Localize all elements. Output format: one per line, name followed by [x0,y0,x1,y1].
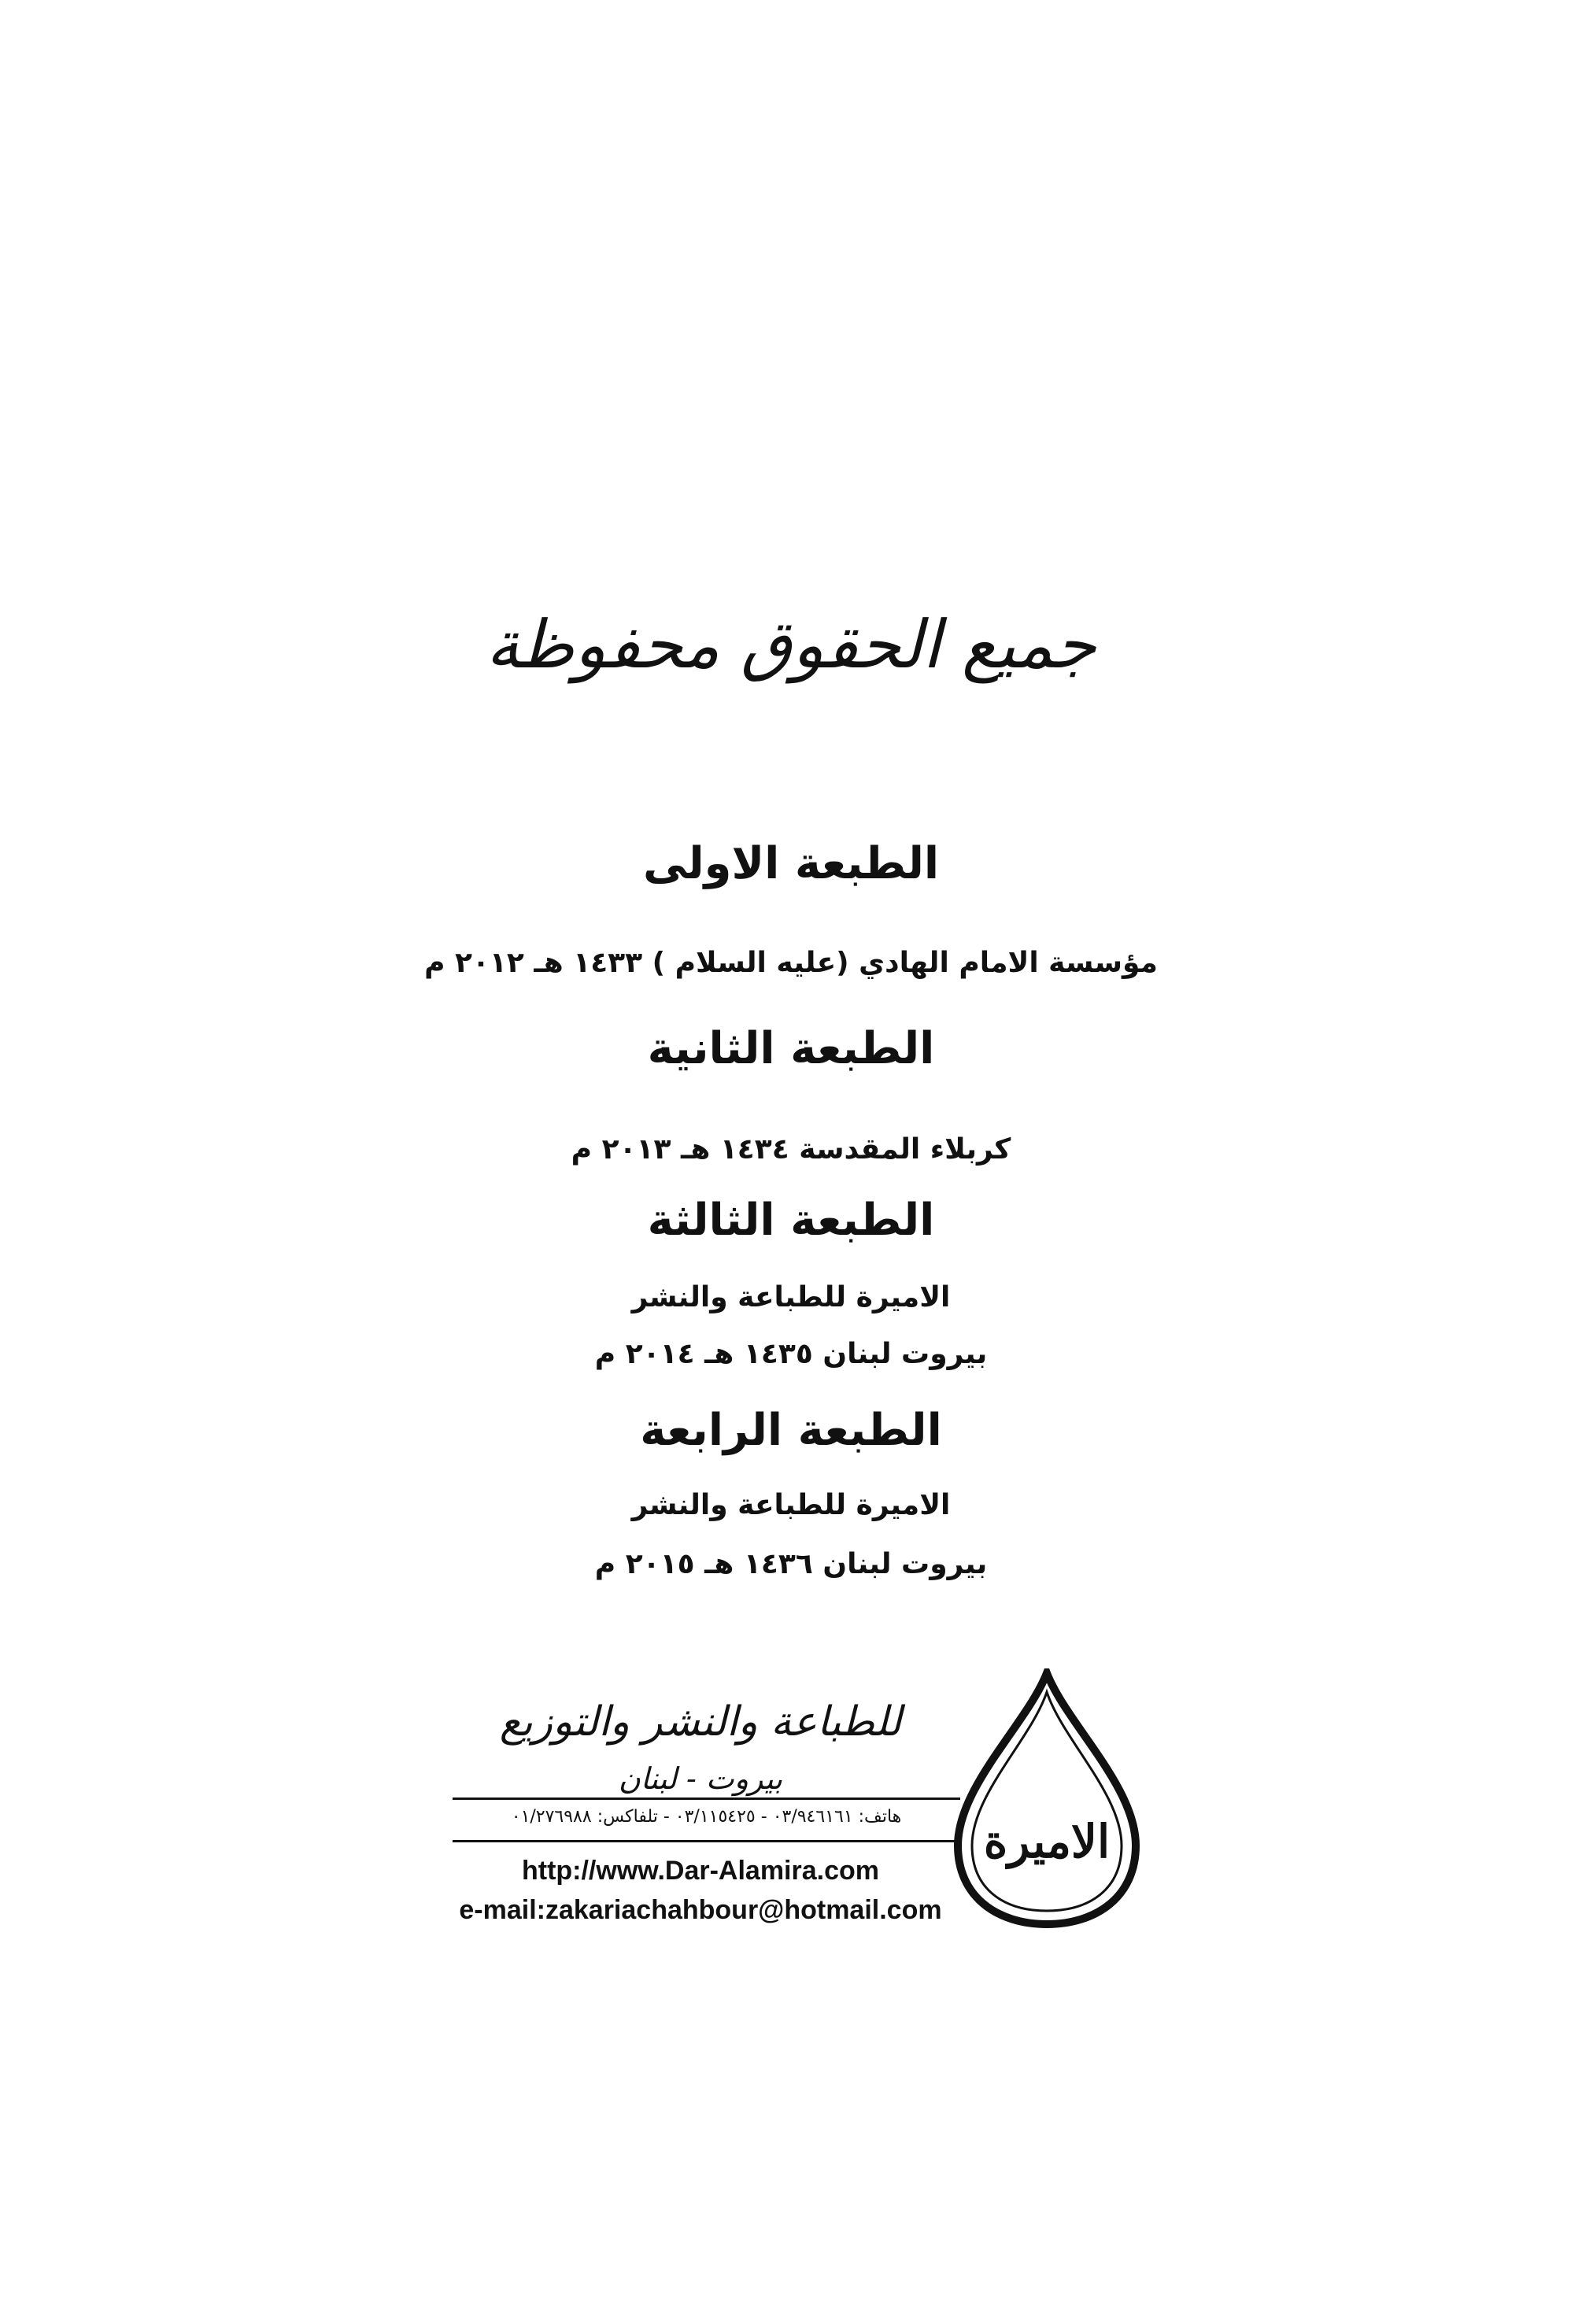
edition-1-title: الطبعة الاولى [642,838,940,889]
edition-3-title: الطبعة الثالثة [647,1195,935,1246]
edition-4-title: الطبعة الرابعة [640,1405,942,1456]
publisher-website-link[interactable]: http://www.Dar-Alamira.com [521,1856,880,1886]
publisher-email-link[interactable]: e-mail:zakariachahbour@hotmail.com [459,1895,942,1925]
edition-1-line-1: مؤسسة الامام الهادي (عليه السلام ) ١٤٣٣ هـ ٢٠١٢ م [424,947,1158,979]
edition-4-line-2: بيروت لبنان ١٤٣٦ هـ ٢٠١٥ م [594,1548,988,1580]
logo-text: الاميرة [983,1815,1111,1868]
edition-4-line-1: الاميرة للطباعة والنشر [631,1489,951,1521]
edition-2-title: الطبعة الثانية [647,1023,935,1074]
edition-3-line-1: الاميرة للطباعة والنشر [631,1281,951,1313]
edition-3-line-2: بيروت لبنان ١٤٣٥ هـ ٢٠١٤ م [594,1338,988,1370]
edition-2-line-1: كربلاء المقدسة ١٤٣٤ هـ ٢٠١٣ م [571,1133,1011,1166]
rights-reserved-calligraphy: جميع الحقوق محفوظة [486,606,1096,683]
publisher-city: بيروت - لبنان [618,1761,783,1796]
divider-bottom [453,1840,960,1842]
publisher-name: للطباعة والنشر والتوزيع [499,1698,902,1746]
publisher-logo-icon [948,1668,1145,1928]
divider-top [453,1797,960,1800]
publisher-phones: هاتف: ٠٣/٩٤٦١٦١ - ٠٣/١١٥٤٢٥ - تلفاكس: ٠١/٢٧٦٩٨٨ [511,1807,902,1827]
